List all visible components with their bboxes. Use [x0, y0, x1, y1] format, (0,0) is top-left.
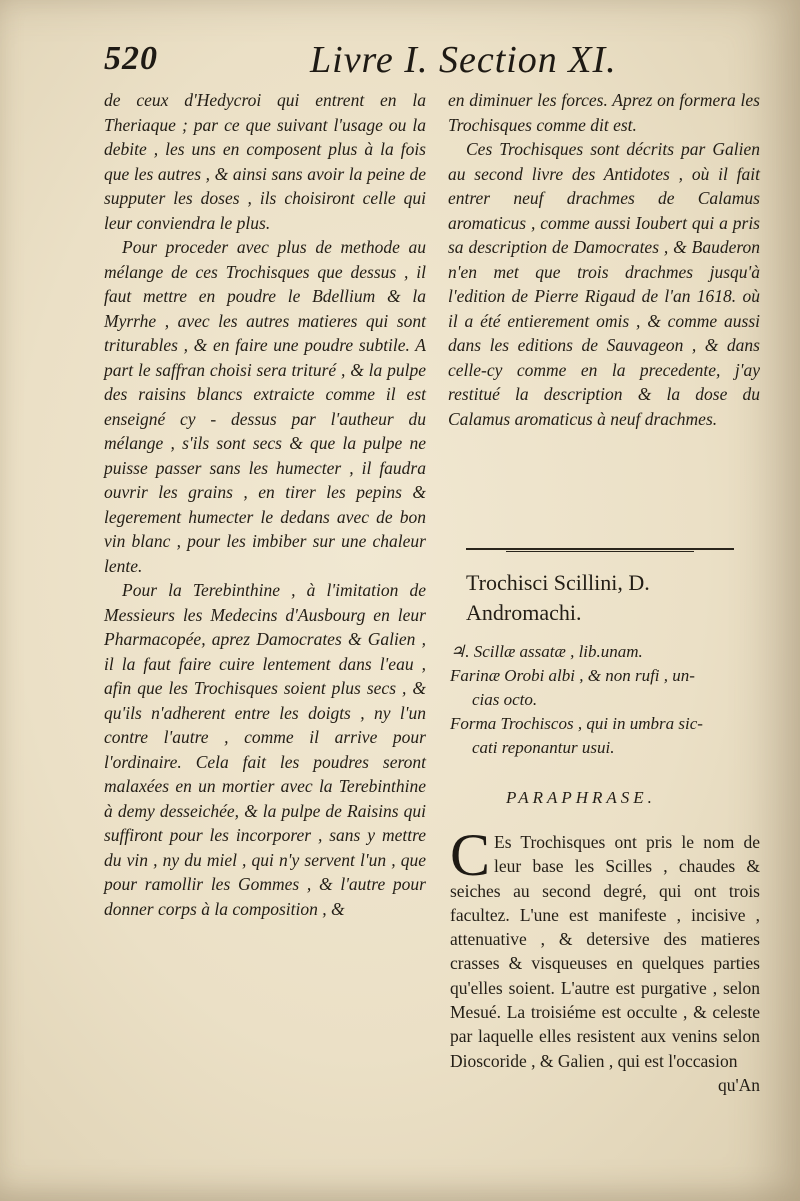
paraphrase-body — [450, 822, 760, 1097]
right-column — [448, 88, 760, 431]
right-paragraph-2: Ces Trochisques sont décrits par Galien au second livre des Antidotes , où il fait entrer neuf drachmes de Calamus aromaticus , comme aussi Ioubert qui a pris sa description de Damocrates , & Bauderon n'en met que trois drachmes jusqu'à l'edition de Pierre Rigaud de l'an 1618. où il a été entierement omis , & comme aussi dans les editions de Sauvageon , & dans celle-cy comme en la precedente, j'ay restitué la description & la dose du Calamus aromaticus à neuf drachmes. — [448, 139, 760, 429]
page-header — [104, 38, 764, 88]
page-number: 520 — [104, 40, 158, 77]
left-paragraph-3: Pour la Terebinthine , à l'imitation de Messieurs les Medecins d'Ausbourg en leur Pharmacopée, aprez Damocrates & Galien , il la faut faire cuire lentement dans l'eau , afin que les Trochisques soient plus secs , & qu'ils n'adherent entre les doigts , ny l'un contre l'autre , comme il arrive pour l'ordinaire. Cela fait les poudres seront malaxées en un mortier avec la Terebinthine à demy desseichée, & la pulpe de Raisins qui suffiront pour les incorporer , sans y mettre du vin , ny du miel , qui n'y servent l'un , que pour ramollir les Gommes , & l'autre pour donner corps à la composition , & — [104, 580, 426, 919]
recipe-line-3-cont: cati reponantur usui. — [472, 738, 615, 757]
recipe-line-3: Forma Trochiscos , qui in umbra sic- — [450, 714, 703, 733]
recipe-line-2-cont: cias octo. — [472, 690, 538, 709]
section-title: Trochisci Scillini, D. Andromachi. — [466, 570, 650, 625]
catchword: qu'An — [717, 1074, 760, 1095]
left-paragraph-2: Pour proceder avec plus de methode au mélange de ces Trochisques que dessus , il faut mettre en poudre le Bdellium & la Myrrhe , avec les autres matieres qui sont triturables , & en faire une poudre subtile. A part le saffran choisi sera trituré , & la pulpe des raisins blancs extraicte comme il est enseigné cy - dessus par l'autheur du mélange , s'ils sont secs & que la pulpe ne puisse passer sans les humecter , il faudra ouvrir les grains , en tirer les pepins & legerement humecter le dedans avec de bon vin blanc , pour les imbiber sur une chaleur lente. — [104, 237, 426, 576]
left-column — [104, 88, 426, 921]
drop-cap: C — [450, 822, 491, 888]
section-divider — [466, 548, 734, 550]
recipe-block — [450, 640, 760, 760]
paraphrase-heading: PARAPHRASE. — [506, 788, 656, 807]
paraphrase-text: Es Trochisques ont pris le nom de leur base les Scilles , chaudes & seiches au second degré, qui ont trois facultez. L'une est manifeste , incisive , attenuative , & detersive des matieres crasses & visqueuses en quelques parties qu'elles soient. L'autre est purgative , selon Mesué. La troisiéme est occulte , & celeste par laquelle elles resistent aux venins selon Dioscoride , & Galien , qui est l'occasion — [450, 832, 760, 1071]
running-title: Livre I. Section XI. — [310, 39, 617, 81]
left-paragraph-1: de ceux d'Hedycroi qui entrent en la Theriaque ; par ce que suivant l'usage ou la debite , les uns en composent plus à la fois que les autres , & ainsi sans avoir la peine de supputer les doses , ils choisiront celle qui leur conviendra le plus. — [104, 90, 426, 233]
recipe-line-2: Farinæ Orobi albi , & non rufi , un- — [450, 666, 695, 685]
recipe-line-1: ♃. Scillæ assatæ , lib.unam. — [450, 642, 643, 661]
right-paragraph-1: en diminuer les forces. Aprez on formera les Trochisques comme dit est. — [448, 90, 760, 135]
